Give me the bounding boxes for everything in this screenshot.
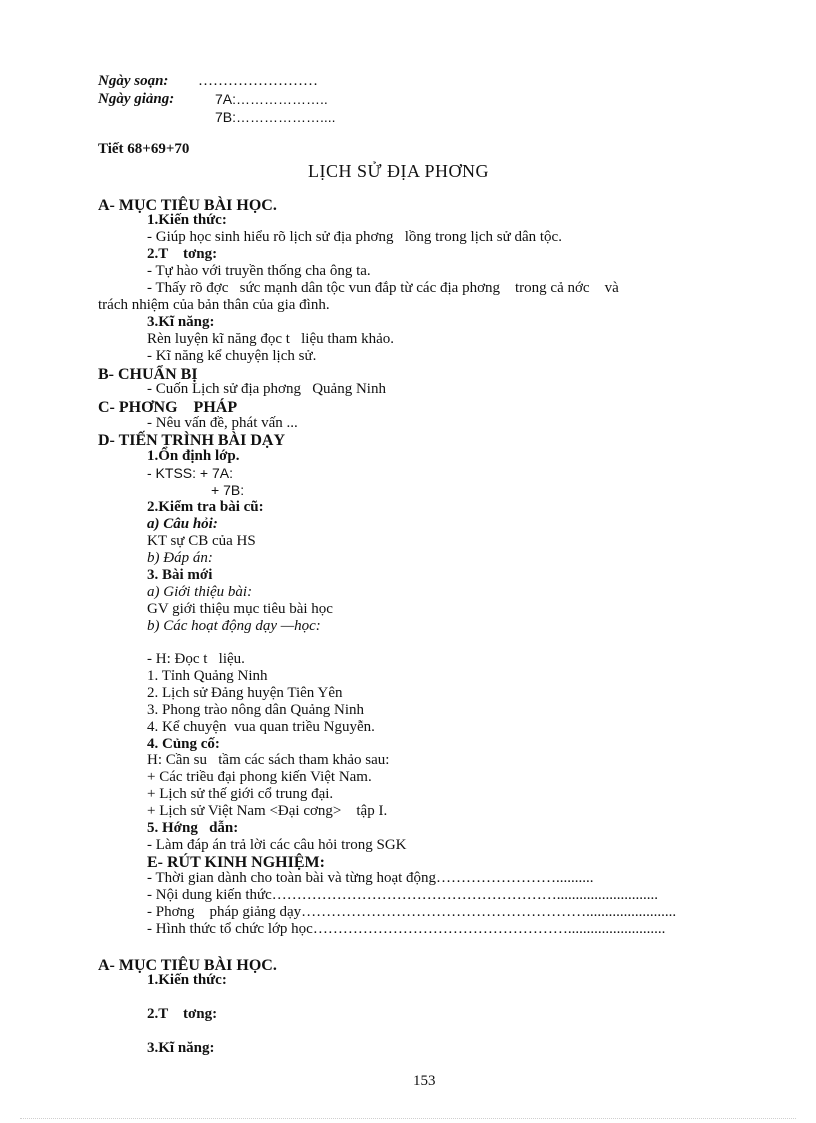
- tu-tuong-item-2: - Thấy rõ đợc sức mạnh dân tộc vun đắp từ các địa phơng trong cả nớc và: [147, 280, 619, 296]
- kiem-tra-heading: 2.Kiểm tra bài cũ:: [147, 499, 264, 515]
- dap-an-label: b) Đáp án:: [147, 550, 213, 566]
- ki-nang-item-1: Rèn luyện kĩ năng đọc t liệu tham khảo.: [147, 331, 395, 347]
- section-a-heading: A- MỤC TIÊU BÀI HỌC.: [98, 197, 277, 214]
- cau-hoi-label: a) Câu hỏi:: [147, 516, 218, 532]
- bai-moi-heading: 3. Bài mới: [147, 567, 213, 583]
- page-number: 153: [413, 1073, 436, 1089]
- section-d-heading: D- TIẾN TRÌNH BÀI DẠY: [98, 432, 285, 449]
- page-title: LỊCH SỬ ĐỊA PHƠNG: [308, 161, 489, 181]
- tu-tuong-heading: 2.T tơng:: [147, 246, 218, 262]
- kien-thuc-item: - Giúp học sinh hiểu rõ lịch sử địa phơng lồng trong lịch sử dân tộc.: [147, 229, 562, 245]
- rut-kinh-nghiem-item-4: - Hình thức tổ chức lớp học……………………………………………..........................: [147, 921, 666, 937]
- class-7b-date: 7B:………………....: [215, 109, 336, 125]
- hoat-dong-label: b) Các hoạt động dạy —học:: [147, 618, 321, 634]
- phuong-phap-item: - Nêu vấn đề, phát vấn ...: [147, 415, 298, 431]
- cau-hoi-text: KT sự CB của HS: [147, 533, 256, 549]
- class-7a-date: 7A:………………..: [215, 91, 328, 107]
- kien-thuc-heading: 1.Kiến thức:: [147, 212, 227, 228]
- chuan-bi-item: - Cuốn Lịch sử địa phơng Quảng Ninh: [147, 381, 386, 397]
- hoat-dong-item-1: - H: Đọc t liệu.: [147, 651, 245, 667]
- hoat-dong-item-4: 3. Phong trào nông dân Quảng Ninh: [147, 702, 365, 718]
- page-bottom-divider: [20, 1118, 796, 1119]
- hoat-dong-item-5: 4. Kể chuyện vua quan triều Nguyễn.: [147, 719, 375, 735]
- gioi-thieu-label: a) Giới thiệu bài:: [147, 584, 253, 600]
- tu-tuong-item-2-cont: trách nhiệm của bản thân của gia đình.: [98, 297, 330, 313]
- ki-nang-heading: 3.Kĩ năng:: [147, 314, 215, 330]
- ktss-7a: - KTSS: + 7A:: [147, 465, 233, 481]
- ngay-soan-label: Ngày soạn:: [98, 73, 169, 89]
- ngay-soan-value: ……………………: [198, 73, 318, 89]
- ktss-7b: + 7B:: [211, 482, 245, 498]
- huong-dan-item: - Làm đáp án trả lời các câu hỏi trong SGK: [147, 837, 407, 853]
- hoat-dong-item-2: 1. Tỉnh Quảng Ninh: [147, 668, 268, 684]
- cung-co-item-2: + Các triều đại phong kiến Việt Nam.: [147, 769, 372, 785]
- ki-nang-item-2: - Kĩ năng kể chuyện lịch sử.: [147, 348, 317, 364]
- lesson-number: Tiết 68+69+70: [98, 141, 190, 157]
- cung-co-item-4: + Lịch sử Việt Nam <Đại cơng> tập I.: [147, 803, 388, 819]
- tu-tuong-item-1: - Tự hào với truyền thống cha ông ta.: [147, 263, 371, 279]
- rut-kinh-nghiem-item-3: - Phơng pháp giảng dạy…………………………………………………........................: [147, 904, 677, 920]
- rut-kinh-nghiem-item-2: - Nội dung kiến thức…………………………………………………...........................: [147, 887, 659, 903]
- ngay-giang-label: Ngày giảng:: [98, 91, 175, 107]
- kien-thuc-2-heading: 1.Kiến thức:: [147, 972, 227, 988]
- hoat-dong-item-3: 2. Lịch sử Đảng huyện Tiên Yên: [147, 685, 343, 701]
- section-b-heading: B- CHUẨN BỊ: [98, 366, 198, 383]
- section-c-heading: C- PHƠNG PHÁP: [98, 399, 238, 416]
- gioi-thieu-text: GV giới thiệu mục tiêu bài học: [147, 601, 333, 617]
- cung-co-item-1: H: Cần su tầm các sách tham khảo sau:: [147, 752, 390, 768]
- cung-co-item-3: + Lịch sử thế giới cổ trung đại.: [147, 786, 334, 802]
- cung-co-heading: 4. Củng cố:: [147, 736, 220, 752]
- section-e-heading: E- RÚT KINH NGHIỆM:: [147, 854, 325, 871]
- tu-tuong-2-heading: 2.T tơng:: [147, 1006, 218, 1022]
- section-a2-heading: A- MỤC TIÊU BÀI HỌC.: [98, 957, 277, 974]
- rut-kinh-nghiem-item-1: - Thời gian dành cho toàn bài và từng hoạt động……………………..........: [147, 870, 594, 886]
- ki-nang-2-heading: 3.Kĩ năng:: [147, 1040, 215, 1056]
- huong-dan-heading: 5. Hớng dẫn:: [147, 820, 239, 836]
- on-dinh-heading: 1.Ổn định lớp.: [147, 448, 240, 464]
